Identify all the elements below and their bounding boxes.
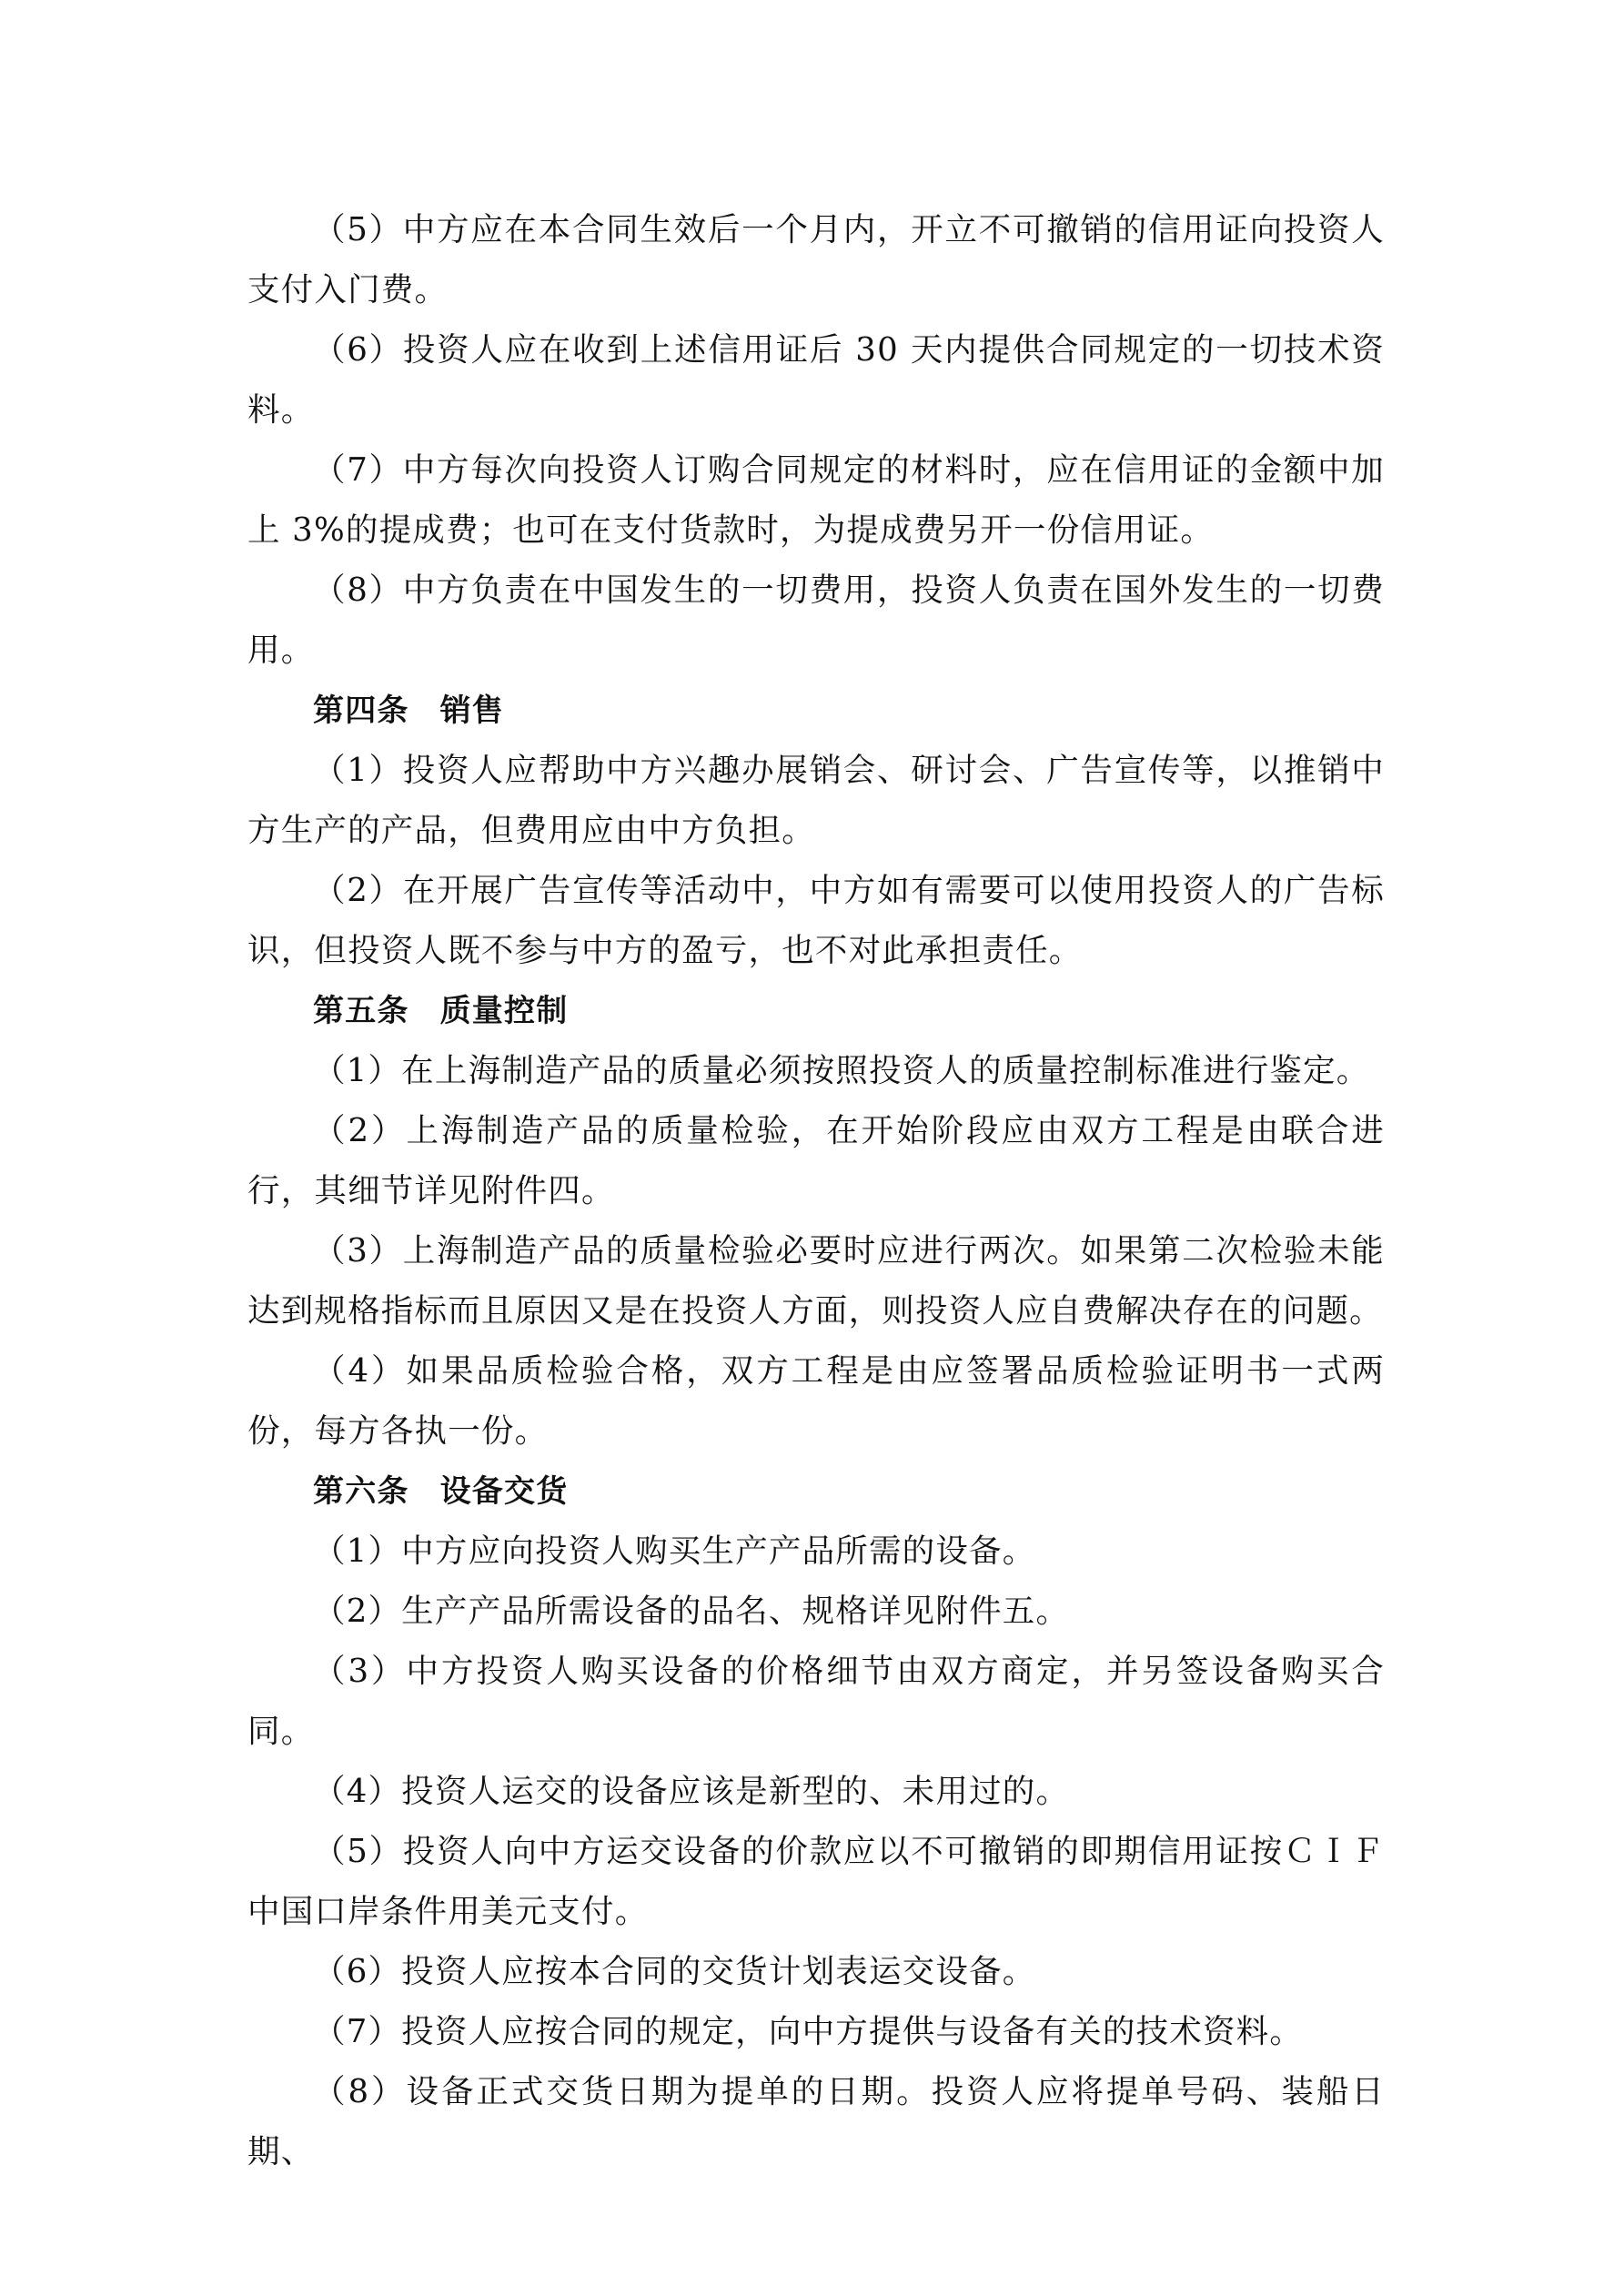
clause-6-item-4: （4）投资人运交的设备应该是新型的、未用过的。 — [313, 1773, 1070, 1810]
clause-4-number: 第四条 — [313, 693, 409, 729]
clause-5-heading — [247, 981, 1385, 1041]
clause-4-item-2: （2）在开展广告宣传等活动中，中方如有需要可以使用投资人的广告标识，但投资人既不参与中方的盈亏，也不对此承担责任。 — [247, 872, 1385, 969]
clause-6-item-1: （1）中方应向投资人购买生产产品所需的设备。 — [313, 1532, 1036, 1570]
clause-3-item-7: （7）中方每次向投资人订购合同规定的材料时，应在信用证的金额中加上 3%的提成费；也可在支付货款时，为提成费另开一份信用证。 — [247, 451, 1385, 549]
clause-4-heading — [247, 681, 1385, 741]
clause-6-item-8: （8）设备正式交货日期为提单的日期。投资人应将提单号码、装船日期、 — [247, 2073, 1385, 2170]
clause-6-heading — [247, 1462, 1385, 1522]
clause-6-title: 设备交货 — [439, 1473, 569, 1510]
clause-3-item-5: （5）中方应在本合同生效后一个月内，开立不可撤销的信用证向投资人支付入门费。 — [247, 211, 1385, 308]
clause-5-item-2: （2）上海制造产品的质量检验，在开始阶段应由双方工程是由联合进行，其细节详见附件四。 — [247, 1112, 1385, 1209]
clause-5-item-3: （3）上海制造产品的质量检验必要时应进行两次。如果第二次检验未能达到规格指标而且原因又是在投资人方面，则投资人应自费解决存在的问题。 — [247, 1232, 1385, 1330]
clause-5-number: 第五条 — [313, 993, 409, 1029]
clause-4-item-1: （1）投资人应帮助中方兴趣办展销会、研讨会、广告宣传等，以推销中方生产的产品，但费用应由中方负担。 — [247, 752, 1385, 849]
document-page — [247, 200, 1385, 2182]
clause-6-item-5: （5）投资人向中方运交设备的价款应以不可撤销的即期信用证按ＣＩＦ中国口岸条件用美元支付。 — [247, 1833, 1385, 1930]
clause-3-item-6: （6）投资人应在收到上述信用证后 30 天内提供合同规定的一切技术资料。 — [247, 331, 1385, 429]
clause-6-item-6: （6）投资人应按本合同的交货计划表运交设备。 — [313, 1953, 1036, 1990]
clause-6-item-7: （7）投资人应按合同的规定，向中方提供与设备有关的技术资料。 — [313, 2013, 1304, 2050]
clause-6-item-2: （2）生产产品所需设备的品名、规格详见附件五。 — [313, 1593, 1070, 1630]
clause-6-item-3: （3）中方投资人购买设备的价格细节由双方商定，并另签设备购买合同。 — [247, 1653, 1385, 1750]
clause-5-title: 质量控制 — [439, 993, 569, 1029]
clause-5-item-1: （1）在上海制造产品的质量必须按照投资人的质量控制标准进行鉴定。 — [313, 1052, 1370, 1089]
clause-6-number: 第六条 — [313, 1473, 409, 1510]
clause-5-item-4: （4）如果品质检验合格，双方工程是由应签署品质检验证明书一式两份，每方各执一份。 — [247, 1352, 1385, 1450]
clause-4-title: 销售 — [439, 693, 505, 729]
clause-3-item-8: （8）中方负责在中国发生的一切费用，投资人负责在国外发生的一切费用。 — [247, 571, 1385, 669]
